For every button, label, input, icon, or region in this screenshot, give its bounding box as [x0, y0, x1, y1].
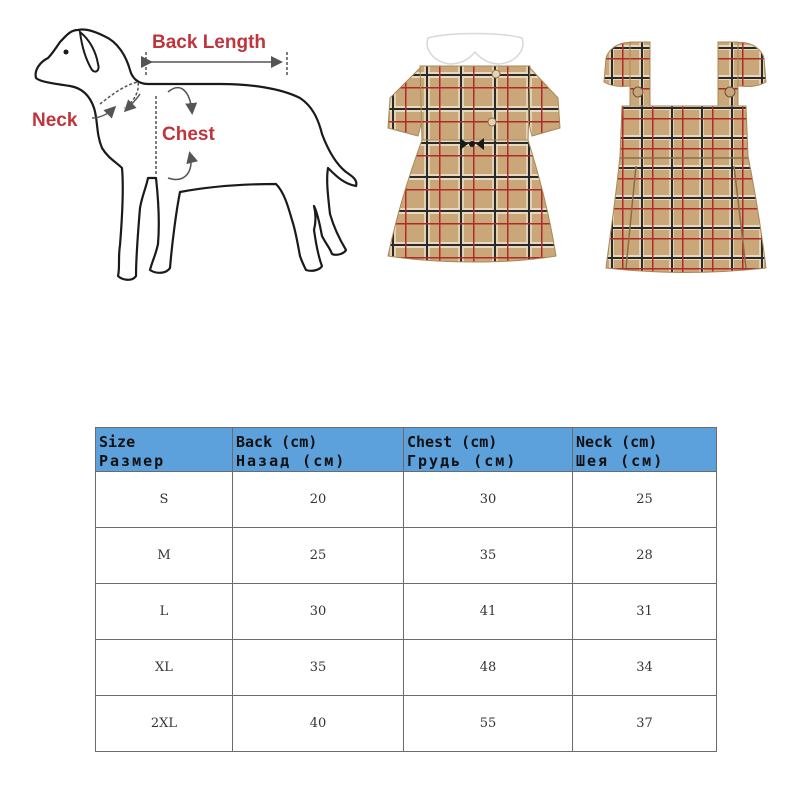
cell-neck: 25	[573, 472, 717, 528]
cell-back: 35	[233, 640, 404, 696]
header-neck	[573, 428, 717, 472]
header-size-en: Size	[99, 433, 136, 451]
back-length-label: Back Length	[152, 32, 267, 53]
button-2	[488, 118, 496, 126]
table-row	[96, 696, 717, 752]
table-row	[96, 472, 717, 528]
cell-neck: 31	[573, 584, 717, 640]
cell-size: M	[96, 528, 233, 584]
neck-label: Neck	[32, 110, 78, 131]
neck-arrow-2	[126, 94, 140, 110]
header-size	[96, 428, 233, 472]
cell-chest: 41	[404, 584, 573, 640]
header-chest-en: Chest (cm)	[407, 433, 498, 451]
cell-chest: 48	[404, 640, 573, 696]
header-back	[233, 428, 404, 472]
skirt	[388, 140, 556, 262]
cell-chest: 55	[404, 696, 573, 752]
button-1	[492, 70, 500, 78]
dog-eye	[64, 50, 69, 55]
header-back-ru: Назад (см)	[236, 452, 347, 470]
product-pinafore-dress	[600, 36, 770, 276]
pinafore-body	[606, 106, 766, 273]
cell-size: 2XL	[96, 696, 233, 752]
strap-button-left	[633, 87, 643, 97]
cell-neck: 34	[573, 640, 717, 696]
size-chart-table	[95, 427, 717, 752]
chest-arrow-bottom	[168, 154, 191, 179]
bow-knot	[469, 141, 475, 147]
dog-outline	[36, 29, 357, 279]
cell-back: 20	[233, 472, 404, 528]
white-collar	[427, 34, 523, 65]
bodice	[420, 66, 530, 143]
header-neck-ru: Шея (см)	[576, 452, 665, 470]
table-header-row	[96, 428, 717, 472]
header-size-ru: Размер	[99, 452, 166, 470]
right-strap	[718, 42, 738, 112]
cell-size: XL	[96, 640, 233, 696]
strap-button-right	[725, 87, 735, 97]
left-strap	[630, 42, 650, 112]
table-row	[96, 528, 717, 584]
table-row	[96, 640, 717, 696]
dog-measurement-diagram	[0, 0, 380, 300]
cell-chest: 30	[404, 472, 573, 528]
chest-label: Chest	[162, 124, 215, 145]
cell-size: L	[96, 584, 233, 640]
cell-back: 25	[233, 528, 404, 584]
cell-back: 40	[233, 696, 404, 752]
header-chest	[404, 428, 573, 472]
product-collar-dress	[380, 28, 570, 278]
cell-neck: 37	[573, 696, 717, 752]
chest-arrow-top	[168, 88, 192, 112]
header-back-en: Back (cm)	[236, 433, 318, 451]
cell-chest: 35	[404, 528, 573, 584]
table-row	[96, 584, 717, 640]
cell-neck: 28	[573, 528, 717, 584]
cell-back: 30	[233, 584, 404, 640]
header-chest-ru: Грудь (см)	[407, 452, 518, 470]
header-neck-en: Neck (cm)	[576, 433, 658, 451]
dog-ear	[80, 32, 99, 72]
cell-size: S	[96, 472, 233, 528]
